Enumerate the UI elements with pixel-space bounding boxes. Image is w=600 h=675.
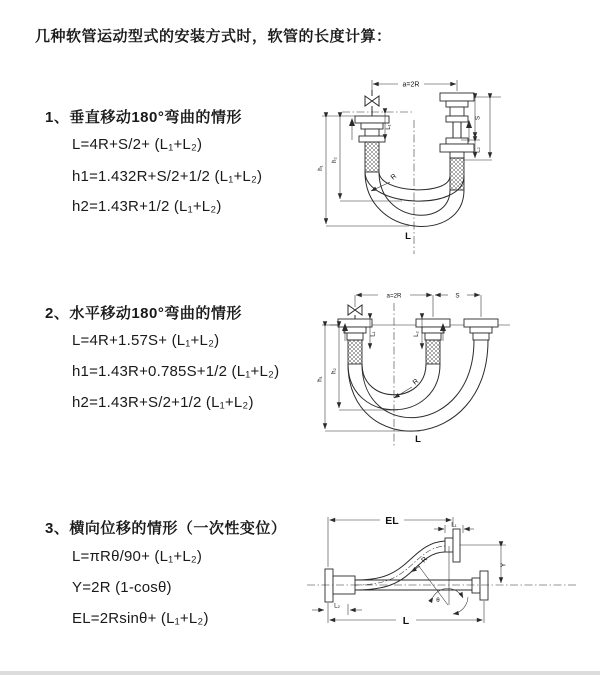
section-2-heading: 2、水平移动180°弯曲的情形 xyxy=(45,305,242,322)
dim-label-s: S xyxy=(474,115,482,121)
section-3-formula-el: EL=2Rsinθ+ (L₁+L₂) xyxy=(72,610,209,627)
length-label: L xyxy=(415,434,421,445)
braided-hose-left xyxy=(348,340,362,364)
radius-label: R xyxy=(411,377,421,387)
section-3-formula-l: L=πRθ/90+ (L₁+L₂) xyxy=(72,548,203,565)
dim-label-h1: h₁ xyxy=(316,376,324,382)
length-label: L xyxy=(405,231,411,242)
dim-label-el: EL xyxy=(385,515,399,527)
diagram-vertical-180-bend xyxy=(312,68,592,268)
dim-label-h2: h₂ xyxy=(331,157,338,163)
dim-label-l2: L₂ xyxy=(413,331,420,337)
diagram-lateral-displacement xyxy=(300,505,595,660)
braided-hose-middle xyxy=(426,340,440,364)
diagram-horizontal-180-bend xyxy=(312,283,600,460)
section-1-formula-h1: h1=1.432R+S/2+1/2 (L₁+L₂) xyxy=(72,168,263,185)
section-2-formula-h1: h1=1.43R+0.785S+1/2 (L₁+L₂) xyxy=(72,363,280,380)
hose-u-bend xyxy=(365,172,464,226)
dim-label-a2r: a=2R xyxy=(402,81,420,89)
upper-flange-displaced xyxy=(445,529,460,562)
page-title: 几种软管运动型式的安装方式时，软管的长度计算： xyxy=(35,28,392,45)
left-flange xyxy=(355,116,389,172)
dim-label-l1: L₁ xyxy=(451,521,457,529)
right-flange-upper xyxy=(440,93,474,122)
right-flange xyxy=(464,319,498,340)
dim-label-a2r: a=2R xyxy=(386,292,402,300)
dim-label-h1: h₁ xyxy=(317,165,324,171)
valve-icon xyxy=(365,96,379,106)
middle-flange xyxy=(416,319,450,364)
section-1-formula-l: L=4R+S/2+ (L₁+L₂) xyxy=(72,136,203,153)
length-label: L xyxy=(402,615,410,627)
radius-label: R xyxy=(389,172,399,182)
braided-hose-left xyxy=(365,142,379,172)
section-1-heading: 1、垂直移动180°弯曲的情形 xyxy=(45,109,242,126)
dim-label-l1: L₁ xyxy=(369,331,377,337)
section-2-formula-h2: h2=1.43R+S/2+1/2 (L₁+L₂) xyxy=(72,394,254,411)
radius-label: R xyxy=(420,555,429,565)
dim-label-l2: L₂ xyxy=(334,602,340,610)
dim-label-l1: L₁ xyxy=(385,124,392,130)
dim-label-y: Y xyxy=(500,562,508,568)
pipe-right xyxy=(453,122,461,138)
dim-label-h2: h₂ xyxy=(330,368,338,374)
section-1-formula-h2: h2=1.43R+1/2 (L₁+L₂) xyxy=(72,198,222,215)
section-3-heading: 3、横向位移的情形（一次性变位） xyxy=(45,520,287,537)
section-3-formula-y: Y=2R (1-cosθ) xyxy=(72,579,172,596)
dim-label-theta: θ xyxy=(436,597,440,604)
right-flange-original xyxy=(472,571,488,600)
dim-label-l2: L₂ xyxy=(474,147,482,153)
dim-label-s: S xyxy=(455,292,460,300)
hose-u-bends xyxy=(348,340,488,431)
left-flange xyxy=(338,319,372,364)
section-2-formula-l: L=4R+1.57S+ (L₁+L₂) xyxy=(72,332,220,349)
page-bottom-edge xyxy=(0,671,600,675)
left-flange xyxy=(325,569,355,602)
